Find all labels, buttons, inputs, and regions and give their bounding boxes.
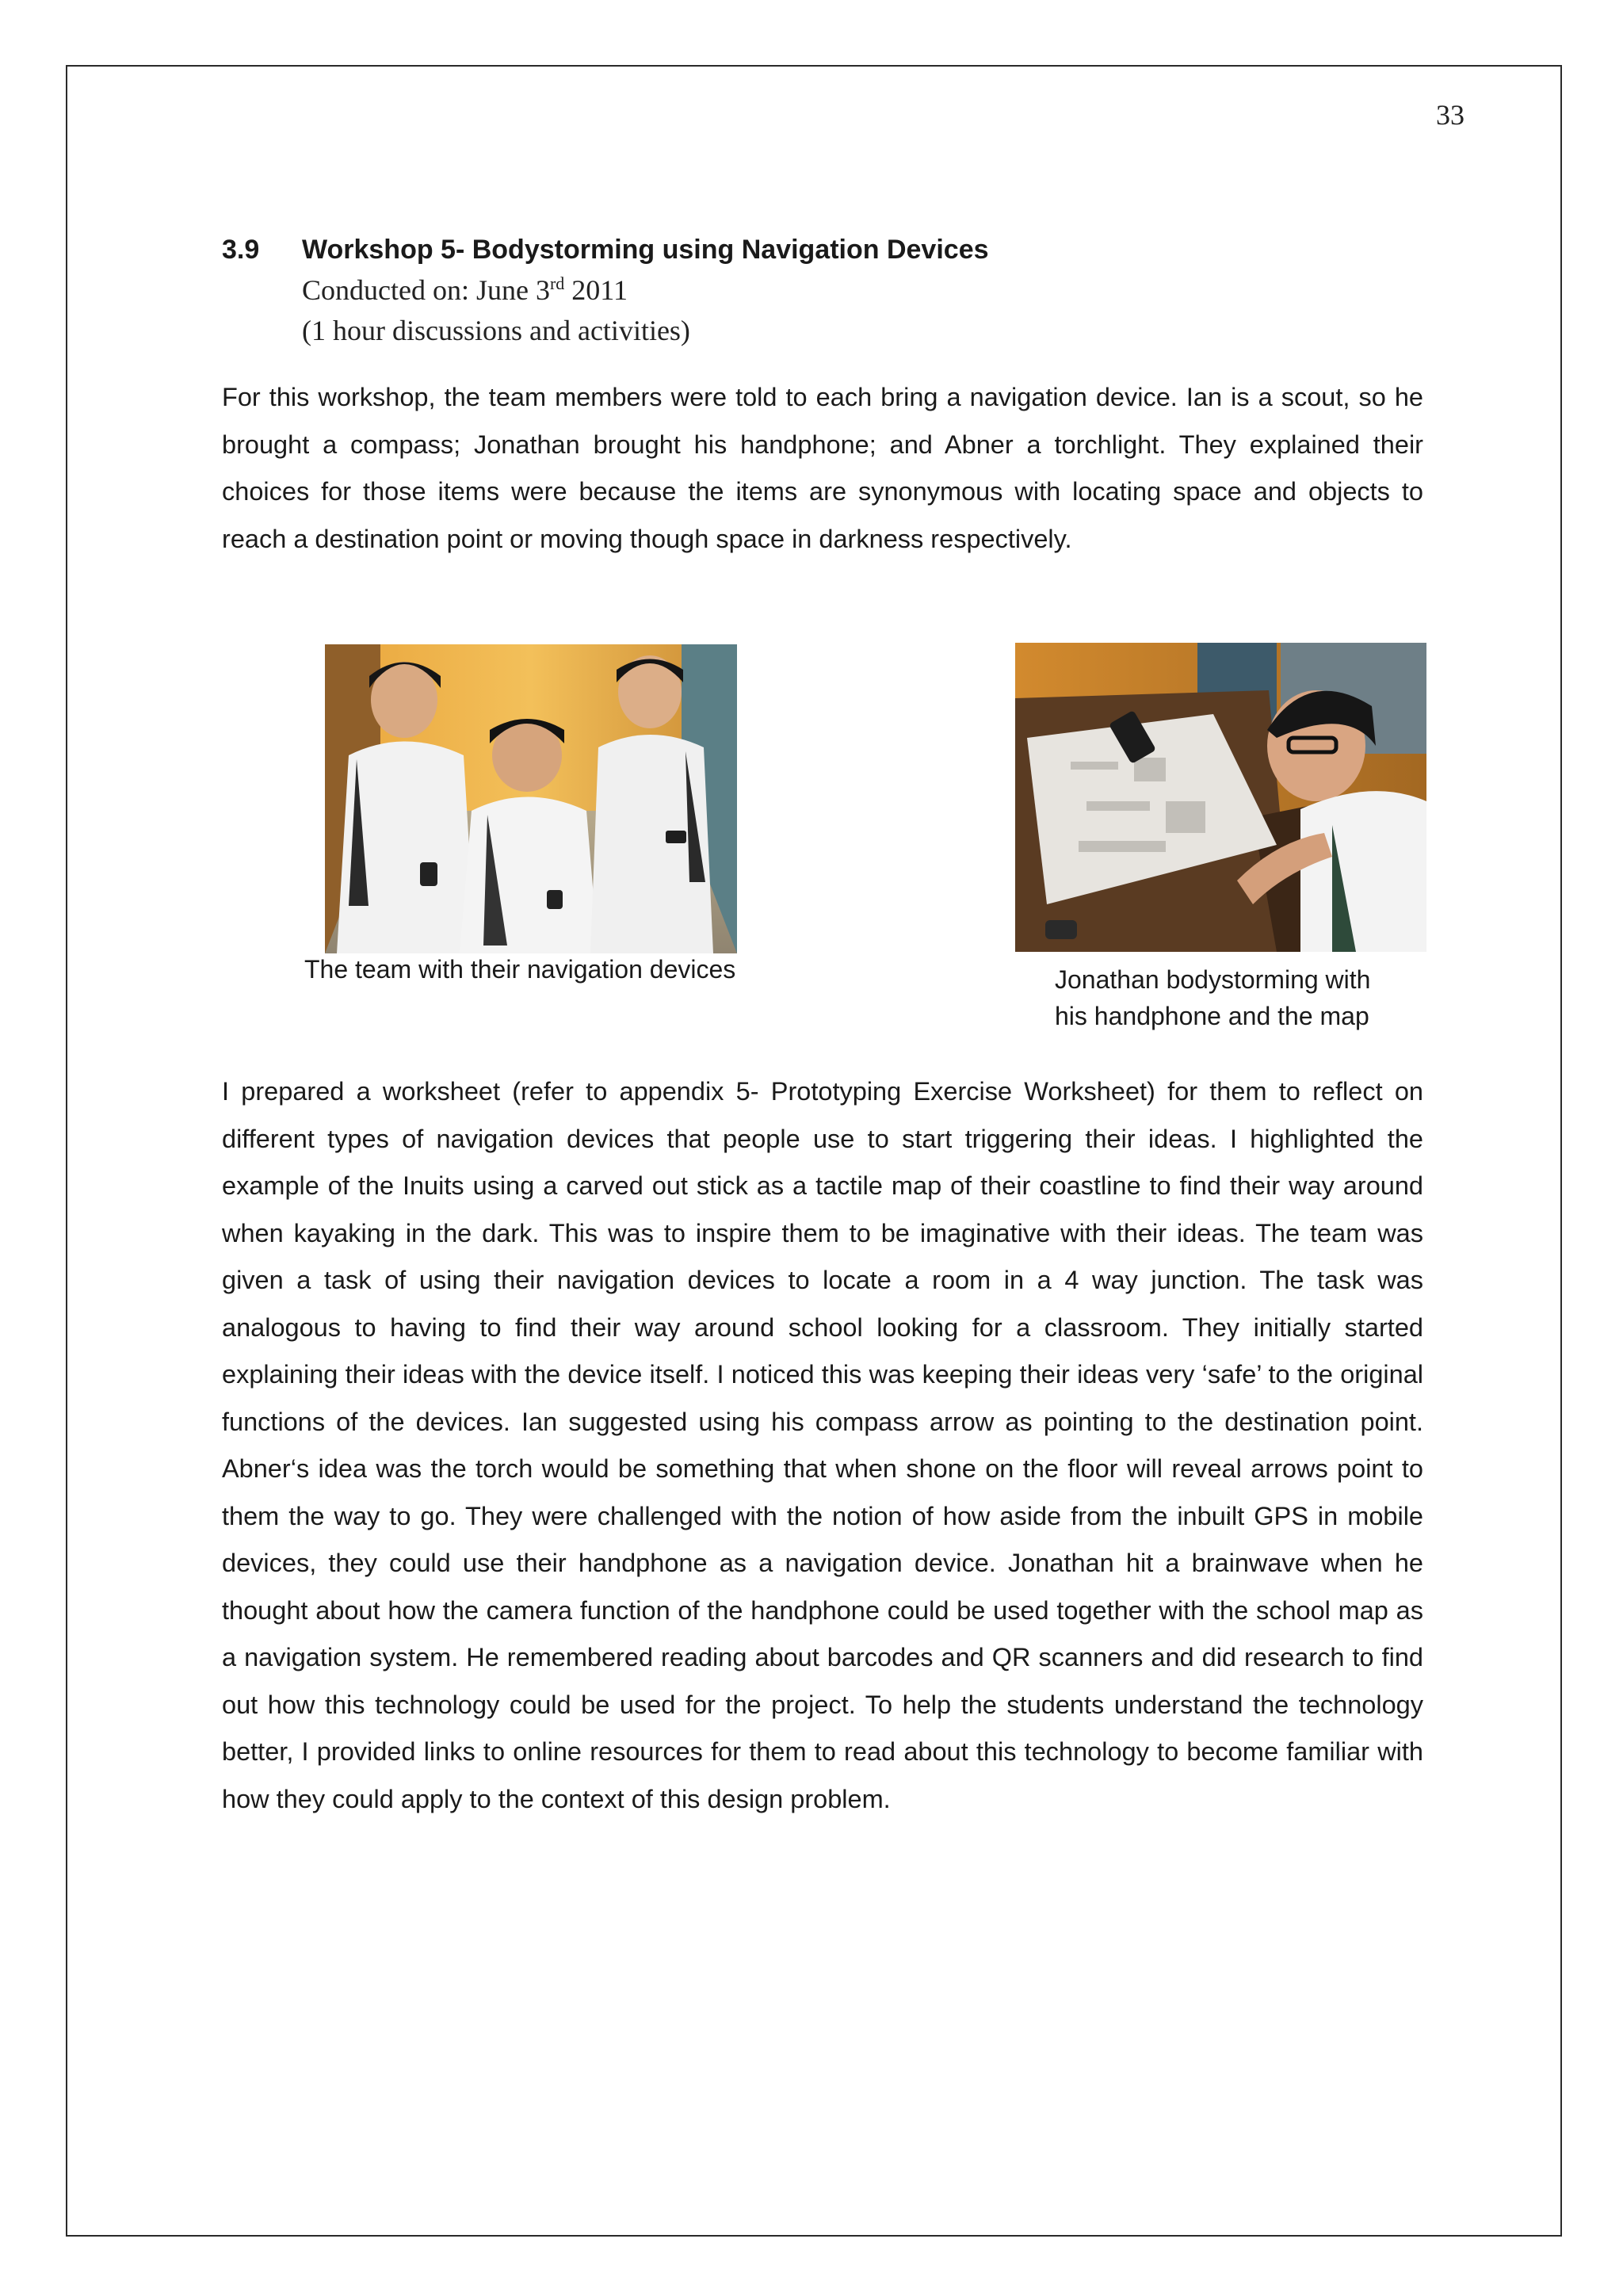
caption-line-1: Jonathan bodystorming with: [1055, 965, 1371, 994]
intro-paragraph: For this workshop, the team members were told to each bring a navigation device. Ian is a scout, so he brought a compass; Jonathan brought his handphone; and Abner a torchlight. They explained their choices for those items were because the items are synonymous with locating space and objects to reach a destination point or moving though space in darkness respectively.: [222, 383, 1423, 553]
page-number: 33: [1436, 99, 1465, 131]
caption-line-2: his handphone and the map: [1055, 1002, 1369, 1030]
team-photo-illustration: [325, 644, 737, 953]
conducted-date: [302, 273, 628, 307]
workshop-duration: (1 hour discussions and activities): [302, 315, 690, 346]
figure-caption-team: The team with their navigation devices: [304, 955, 736, 984]
conducted-prefix: Conducted on: June 3: [302, 274, 550, 306]
conducted-year: 2011: [564, 274, 628, 306]
jonathan-bodystorming-photo: [1015, 643, 1426, 952]
jonathan-photo-illustration: [1015, 643, 1426, 952]
figure-caption-jonathan: [1055, 961, 1467, 1034]
main-paragraph: I prepared a worksheet (refer to appendix 5- Prototyping Exercise Worksheet) for them to reflect on different types of navigation devices that people use to start triggering their ideas. I highlighted the example of the Inuits using a carved out stick as a tactile map of their coastline to find their way around when kayaking in the dark. This was to inspire them to be imaginative with their ideas. The team was given a task of using their navigation devices to locate a room in a 4 way junction. The task was analogous to having to find their way around school looking for a classroom. They initially started explaining their ideas with the device itself. I noticed this was keeping their ideas very ‘safe’ to the original functions of the devices. Ian suggested using his compass arrow as pointing to the destination point. Abner‘s idea was the torch would be something that when shone on the floor will reveal arrows point to them the way to go. They were challenged with the notion of how aside from the inbuilt GPS in mobile devices, they could use their handphone as a navigation device. Jonathan hit a brainwave when he thought about how the camera function of the handphone could be used together with the school map as a navigation system. He remembered reading about barcodes and QR scanners and did research to find out how this technology could be used for the project. To help the students understand the technology better, I provided links to online resources for them to read about this technology to become familiar with how they could apply to the context of this design problem.: [222, 1077, 1423, 1813]
section-number: 3.9: [222, 235, 260, 265]
section-heading: [222, 235, 989, 266]
date-ordinal-suffix: rd: [549, 273, 565, 293]
section-title: Workshop 5- Bodystorming using Navigation Devices: [302, 235, 989, 265]
team-navigation-photo: [325, 644, 737, 953]
